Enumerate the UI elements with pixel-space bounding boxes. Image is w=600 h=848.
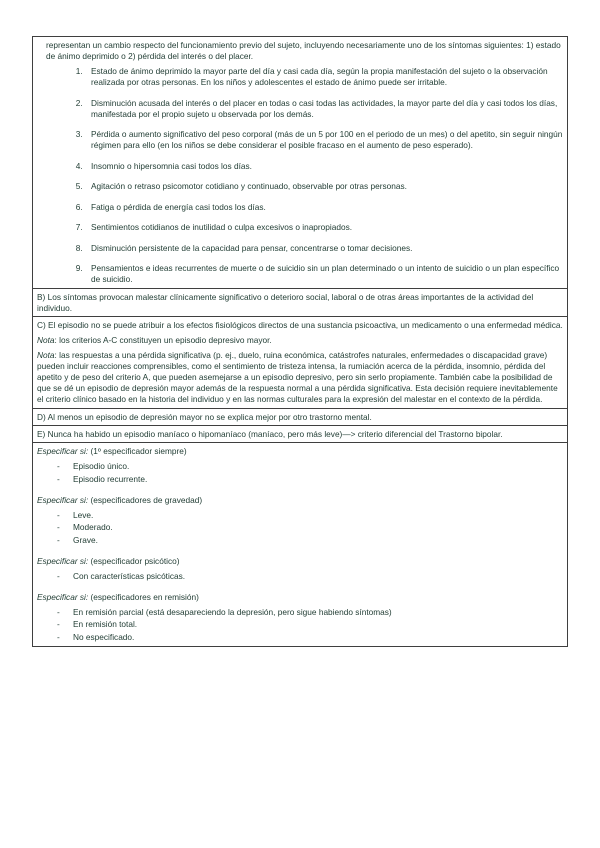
specifier-option: - No especificado. <box>37 632 563 643</box>
specifier-desc: (especificadores en remisión) <box>88 591 199 602</box>
symptom-list <box>37 66 563 285</box>
specifier-option: - Con características psicóticas. <box>37 571 563 582</box>
symptom-item: 7. Sentimientos cotidianos de inutilidad o culpa excesivos o inapropiados. <box>85 222 563 233</box>
specifier-label: Especificar si: <box>37 591 89 602</box>
specifier-list <box>37 461 563 485</box>
specifier-heading <box>37 446 563 457</box>
criteria-table <box>32 36 568 647</box>
note-1-label: Nota <box>37 335 55 345</box>
criterion-c-cell <box>32 316 568 408</box>
note-1 <box>37 335 563 346</box>
symptom-item: 3. Pérdida o aumento significativo del peso corporal (más de un 5 por 100 en el periodo de un mes) o del apetito, sin seguir ningún régimen para ello (en los niños se debe considerar el posible fracaso en el aumento de peso esperado). <box>85 129 563 151</box>
note-2 <box>37 350 563 405</box>
specifier-list <box>37 607 563 643</box>
criterion-b-cell <box>32 288 568 316</box>
specifier-option: - Episodio único. <box>37 461 563 472</box>
symptom-item: 9. Pensamientos e ideas recurrentes de muerte o de suicidio sin un plan determinado o un intento de suicidio o un plan específico de suicidio. <box>85 263 563 285</box>
specifier-desc: (especificador psicótico) <box>88 555 180 566</box>
criterion-d-cell <box>32 408 568 425</box>
specifier-option: - Episodio recurrente. <box>37 474 563 485</box>
specifier-heading <box>37 495 563 506</box>
specifier-desc: (1º especificador siempre) <box>88 446 187 456</box>
criterion-e-text: E) Nunca ha habido un episodio maníaco o hipomaníaco (maníaco, pero más leve)—> criterio diferencial del Trastorno bipolar. <box>37 429 503 439</box>
note-2-label: Nota <box>37 350 55 360</box>
specifier-option: - Moderado. <box>37 522 563 533</box>
criterion-a-cell <box>32 36 568 288</box>
criterion-d-text: D) Al menos un episodio de depresión mayor no se explica mejor por otro trastorno mental. <box>37 412 372 422</box>
specifier-option: - Leve. <box>37 510 563 521</box>
criterion-e-cell <box>32 425 568 442</box>
specifier-desc: (especificadores de gravedad) <box>88 494 203 505</box>
specifier-list <box>37 510 563 546</box>
specifier-option: - Grave. <box>37 535 563 546</box>
symptom-item: 2. Disminución acusada del interés o del placer en todas o casi todas las actividades, la mayor parte del día y casi todos los días, manifestada por el propio sujeto u observada por los demás. <box>85 98 563 120</box>
specifier-heading <box>37 556 563 567</box>
symptom-item: 5. Agitación o retraso psicomotor cotidiano y continuado, observable por otras personas. <box>85 181 563 192</box>
symptom-item: 8. Disminución persistente de la capacidad para pensar, concentrarse o tomar decisiones. <box>85 243 563 254</box>
specifier-label: Especificar si: <box>37 446 89 456</box>
criterion-b-text: B) Los síntomas provocan malestar clínicamente significativo o deterioro social, laboral o de otras áreas importantes de la actividad del individuo. <box>37 292 534 313</box>
specifier-label: Especificar si: <box>37 555 89 566</box>
criterion-a-intro: representan un cambio respecto del funcionamiento previo del sujeto, incluyendo necesariamente uno de los síntomas siguientes: 1) estado de ánimo deprimido o 2) pérdida del interés o del placer. <box>46 40 561 61</box>
note-1-text: : los criterios A-C constituyen un episodio depresivo mayor. <box>54 335 272 345</box>
symptom-item: 6. Fatiga o pérdida de energía casi todos los días. <box>85 202 563 213</box>
symptom-item: 1. Estado de ánimo deprimido la mayor parte del día y casi cada día, según la propia manifestación del sujeto o la observación realizada por otras personas. En los niños y adolescentes el estado de ánimo puede ser irritable. <box>85 66 563 88</box>
symptom-item: 4. Insomnio o hipersomnia casi todos los días. <box>85 161 563 172</box>
criterion-c-text: C) El episodio no se puede atribuir a los efectos fisiológicos directos de una sustancia psicoactiva, un medicamento o una enfermedad médica. <box>37 320 563 330</box>
specifier-list <box>37 571 563 582</box>
specifier-option: - En remisión total. <box>37 619 563 630</box>
specifier-label: Especificar si: <box>37 494 89 505</box>
specifiers-cell <box>32 442 568 647</box>
note-2-text: : las respuestas a una pérdida significativa (p. ej., duelo, ruina económica, catástrofes naturales, enfermedades o discapacidad grave) pueden incluir reacciones comprensibles, como el sentimiento de tristeza intensa, la rumiación acerca de la pérdida, insomnio, pérdida del apetito y de peso del criterio A, que pueden asemejarse a un episodio depresivo, pero sin serlo propiamente. También cabe la posibilidad de que se dé un episodio de depresión mayor además de la respuesta normal a una pérdida significativa. Esta decisión requiere inevitablemente el criterio clínico basado en la historia del individuo y en las normas culturales para la expresión del malestar en el contexto de la pérdida. <box>37 350 558 404</box>
specifier-heading <box>37 592 563 603</box>
specifier-option: - En remisión parcial (está desapareciendo la depresión, pero sigue habiendo síntomas) <box>37 607 563 618</box>
